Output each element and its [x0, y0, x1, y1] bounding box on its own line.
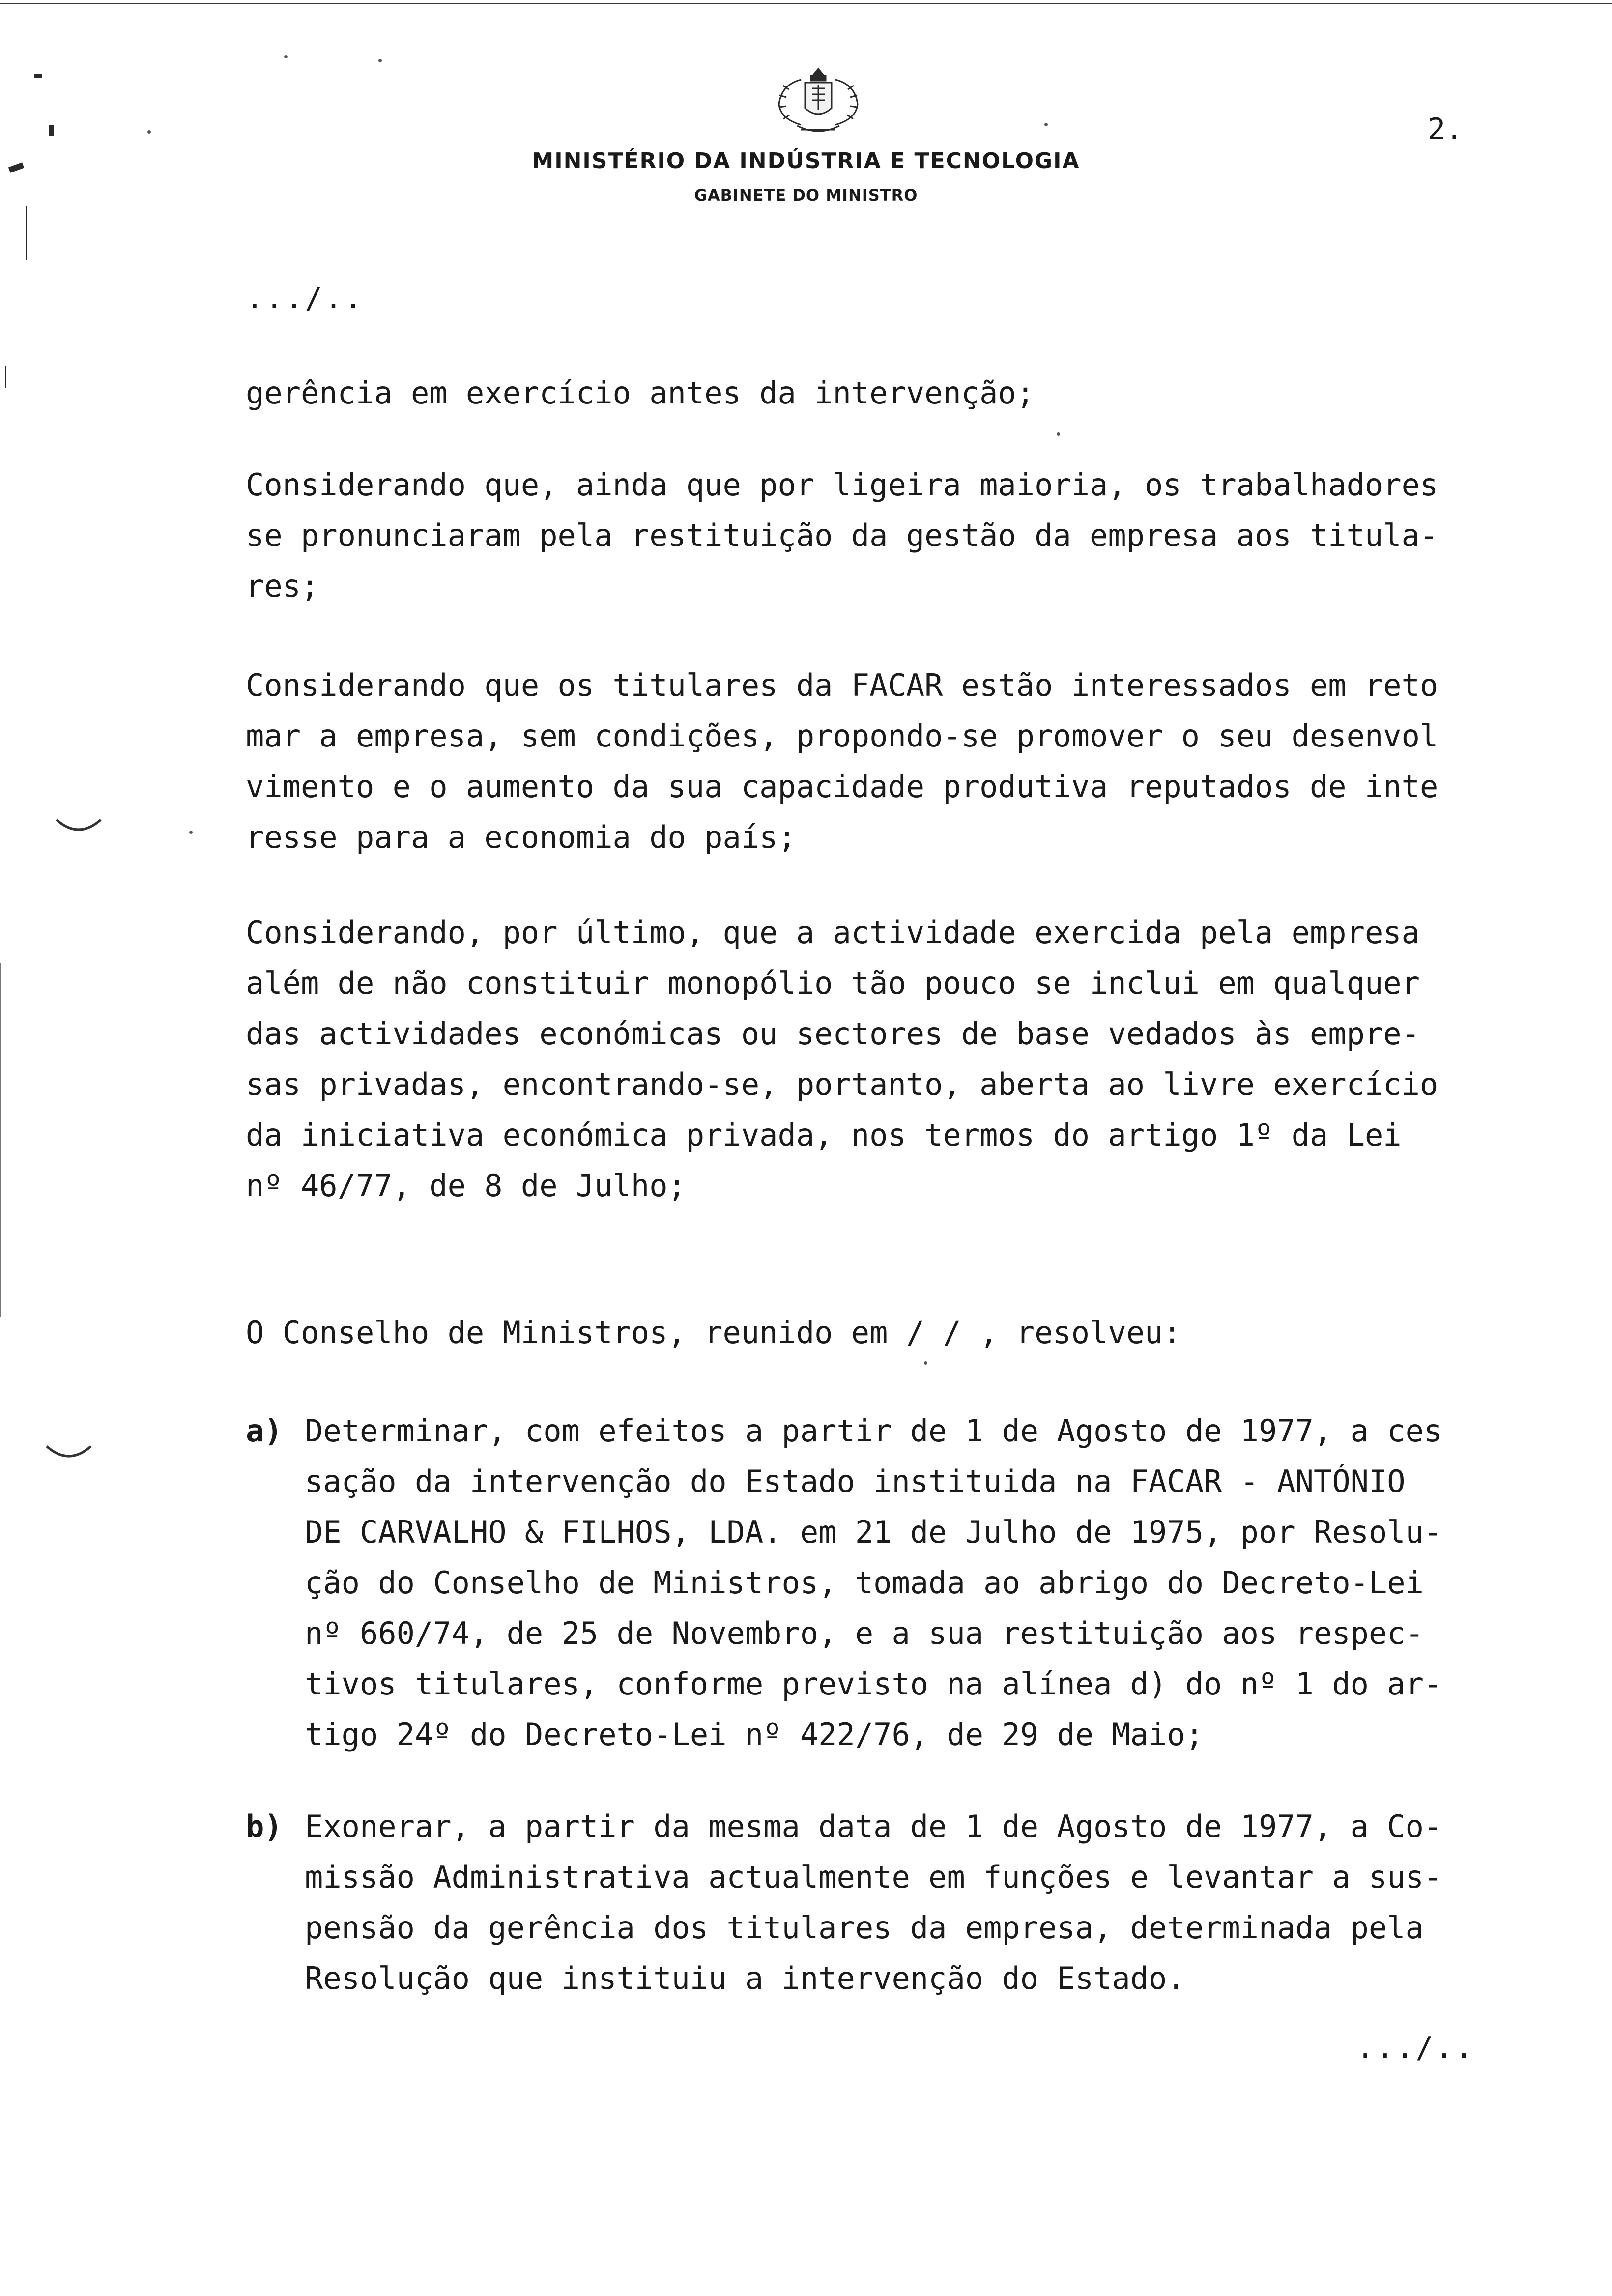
text-line: da iniciativa económica privada, nos termos do artigo 1º da Lei: [246, 1117, 1402, 1153]
scan-speck: [284, 55, 288, 58]
paragraph: [246, 907, 1533, 1211]
scan-speck: [1044, 123, 1048, 126]
scan-speck: [147, 130, 151, 134]
scan-speck: [189, 831, 193, 834]
text-line: Determinar, com efeitos a partir de 1 de Agosto de 1977, a ces: [305, 1413, 1442, 1449]
text-line: das actividades económicas ou sectores de base vedados às empre-: [246, 1016, 1420, 1052]
text-line: nº 46/77, de 8 de Julho;: [246, 1168, 686, 1204]
text-line: DE CARVALHO & FILHOS, LDA. em 21 de Julho de 1975, por Resolu-: [305, 1514, 1442, 1550]
continuation-marker-top: .../..: [246, 281, 364, 316]
text-line: Considerando que, ainda que por ligeira maioria, os trabalhadores: [246, 467, 1439, 503]
text-line: vimento e o aumento da sua capacidade produtiva reputados de inte: [246, 769, 1439, 804]
scan-mark: [0, 963, 1, 1317]
text-line: pensão da gerência dos titulares da empresa, determinada pela: [305, 1910, 1424, 1946]
scan-mark: [5, 366, 6, 388]
text-line: O Conselho de Ministros, reunido em / / , resolveu:: [246, 1315, 1181, 1350]
text-line: sação da intervenção do Estado instituida na FACAR - ANTÓNIO: [305, 1464, 1406, 1499]
scan-speck: [1057, 432, 1060, 436]
paragraph: [246, 1307, 1533, 1358]
text-line: mar a empresa, sem condições, propondo-se promover o seu desenvol: [246, 718, 1439, 754]
paragraph: [246, 368, 1533, 418]
text-line: sas privadas, encontrando-se, portanto, aberta ao livre exercício: [246, 1066, 1439, 1102]
text-line: res;: [246, 568, 319, 604]
text-line: se pronunciaram pela restituição da gestão da empresa aos titula-: [246, 517, 1439, 553]
scan-mark: [49, 125, 54, 136]
text-line: Considerando, por último, que a actividade exercida pela empresa: [246, 915, 1420, 950]
scan-top-edge: [0, 3, 1612, 4]
text-line: ção do Conselho de Ministros, tomada ao abrigo do Decreto-Lei: [305, 1565, 1424, 1601]
scan-speck: [924, 1361, 927, 1365]
list-item-letter: b): [246, 1808, 283, 1844]
text-line: missão Administrativa actualmente em funções e levantar a sus-: [305, 1859, 1442, 1895]
list-item-text: [305, 1801, 1533, 2004]
page-number: 2.: [1428, 112, 1464, 146]
scan-mark: [54, 816, 103, 840]
scan-mark: [44, 1442, 93, 1467]
list-item-letter: a): [246, 1413, 283, 1449]
text-line: além de não constituir monopólio tão pouco se inclui em qualquer: [246, 965, 1420, 1001]
text-line: gerência em exercício antes da intervenção;: [246, 375, 1035, 411]
office-name: GABINETE DO MINISTRO: [694, 186, 918, 204]
paragraph: [246, 660, 1533, 862]
scan-speck: [378, 59, 382, 62]
paragraph: [246, 459, 1533, 611]
continuation-marker-bottom: .../..: [1356, 2031, 1475, 2065]
text-line: Exonerar, a partir da mesma data de 1 de Agosto de 1977, a Co-: [305, 1808, 1442, 1844]
list-item-text: [305, 1406, 1533, 1760]
text-line: resse para a economia do país;: [246, 819, 796, 855]
ministry-name: MINISTÉRIO DA INDÚSTRIA E TECNOLOGIA: [532, 148, 1080, 173]
text-line: Considerando que os titulares da FACAR estão interessados em reto: [246, 667, 1439, 703]
text-line: Resolução que instituiu a intervenção do Estado.: [305, 1960, 1185, 1996]
scan-mark: [34, 74, 42, 78]
text-line: tigo 24º do Decreto-Lei nº 422/76, de 29 de Maio;: [305, 1717, 1204, 1752]
scan-mark: [26, 206, 27, 260]
text-line: nº 660/74, de 25 de Novembro, e a sua restituição aos respec-: [305, 1615, 1424, 1651]
text-line: tivos titulares, conforme previsto na alínea d) do nº 1 do ar-: [305, 1666, 1442, 1702]
coat-of-arms-icon: [767, 65, 870, 139]
